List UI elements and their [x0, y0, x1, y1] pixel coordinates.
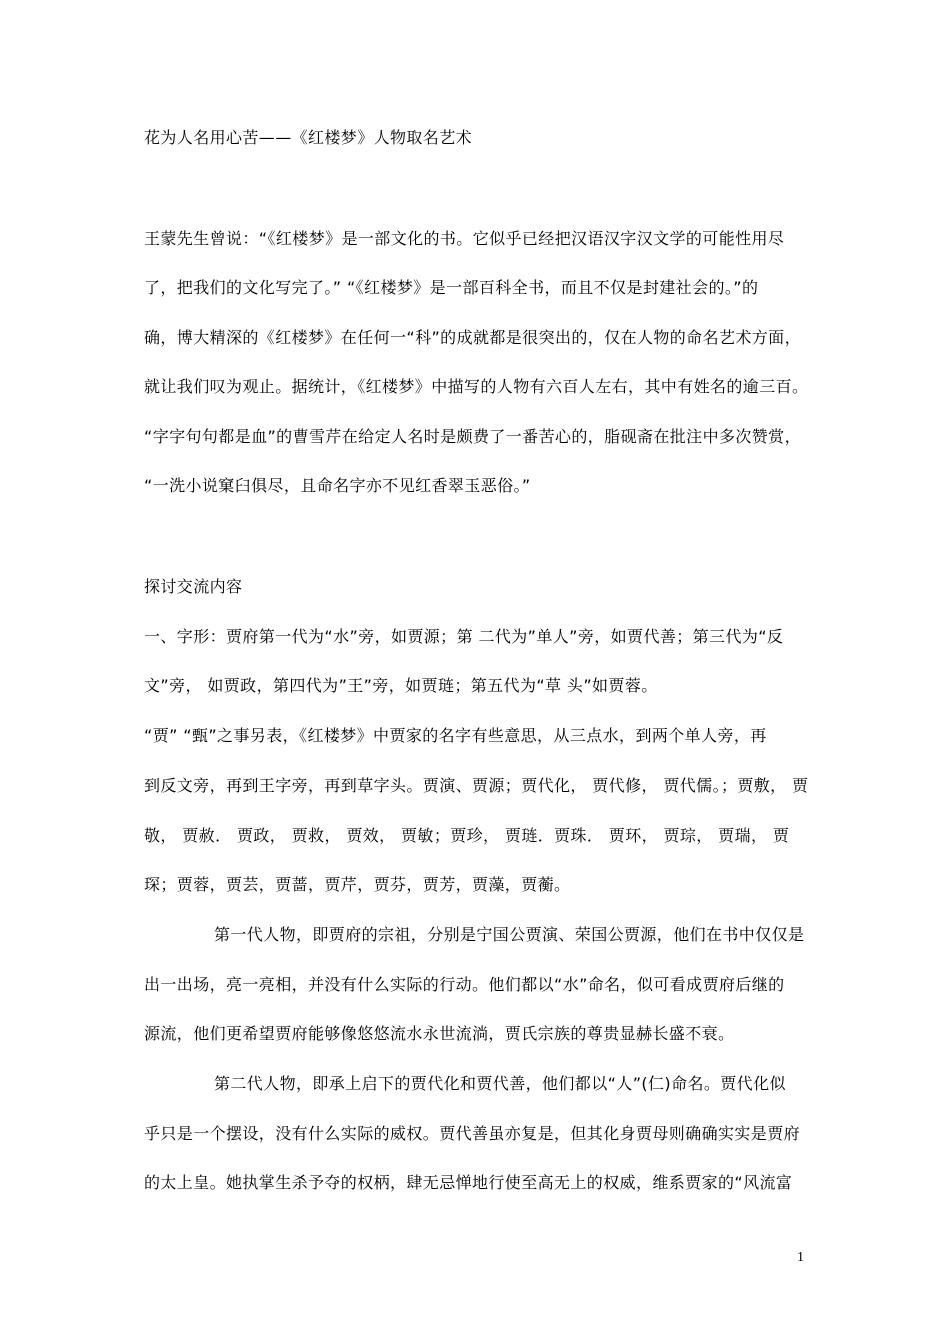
text-line: 了，把我们的文化写完了。” “《红楼梦》是一部百科全书，而且不仅是封建社会的。”的 [144, 278, 759, 297]
text-line: 敬， 贾赦． 贾政， 贾救， 贾效， 贾敏；贾珍， 贾琏．贾珠． 贾环， 贾琮， 贾瑞， 贾 [144, 826, 790, 845]
section-heading: 探讨交流内容 [144, 577, 243, 596]
page-number: 1 [797, 1250, 804, 1265]
text-line: “贾” “甄”之事另表，《红楼梦》中贾家的名字有些意思，从三点水，到两个单人旁，再 [144, 726, 767, 745]
text-line: 源流，他们更希望贾府能够像悠悠流水永世流淌，贾氏宗族的尊贵显赫长盛不衰。 [144, 1024, 735, 1043]
text-line: 第一代人物，即贾府的宗祖，分别是宁国公贾演、荣国公贾源，他们在书中仅仅是 [214, 925, 805, 944]
text-line: “一洗小说窠臼俱尽，且命名字亦不见红香翠玉恶俗。” [144, 476, 531, 495]
text-line: 王蒙先生曾说：“《红楼梦》是一部文化的书。它似乎已经把汉语汉字汉文学的可能性用尽 [144, 229, 785, 248]
text-line: 的太上皇。她执掌生杀予夺的权柄，肆无忌惮地行使至高无上的权威，维系贾家的“风流富 [144, 1173, 793, 1192]
text-line: 琛；贾蓉，贾芸，贾蔷，贾芹，贾芬，贾芳，贾藻，贾蘅。 [144, 875, 571, 894]
text-line: 到反文旁，再到王字旁，再到草字头。贾演、贾源；贾代化， 贾代修， 贾代儒。；贾敷， 贾 [144, 776, 809, 795]
text-line: 出一出场，亮一亮相，并没有什么实际的行动。他们都以“水”命名，似可看成贾府后继的 [144, 975, 785, 994]
text-line: 一、字形：贾府第一代为“水”旁，如贾源；第 二代为”单人”旁，如贾代善；第三代为“反 [144, 627, 784, 646]
document-title: 花为人名用心苦——《红楼梦》人物取名艺术 [144, 128, 473, 147]
text-line: “字字句句都是血”的曹雪芹在给定人名时是颇费了一番苦心的，脂砚斋在批注中多次赞赏， [144, 427, 801, 446]
text-line: 文”旁， 如贾政，第四代为”王”旁，如贾琏；第五代为“草 头”如贾蓉。 [144, 676, 658, 695]
text-line: 乎只是一个摆设，没有什么实际的威权。贾代善虽亦复是，但其化身贾母则确确实实是贾府 [144, 1124, 801, 1143]
text-line: 确，博大精深的《红楼梦》在任何一“科”的成就都是很突出的，仅在人物的命名艺术方面， [144, 328, 801, 347]
text-line: 就让我们叹为观止。据统计，《红楼梦》中描写的人物有六百人左右，其中有姓名的逾三百。 [144, 377, 809, 396]
text-line: 第二代人物，即承上启下的贾代化和贾代善，他们都以“人”(仁)命名。贾代化似 [214, 1074, 786, 1093]
